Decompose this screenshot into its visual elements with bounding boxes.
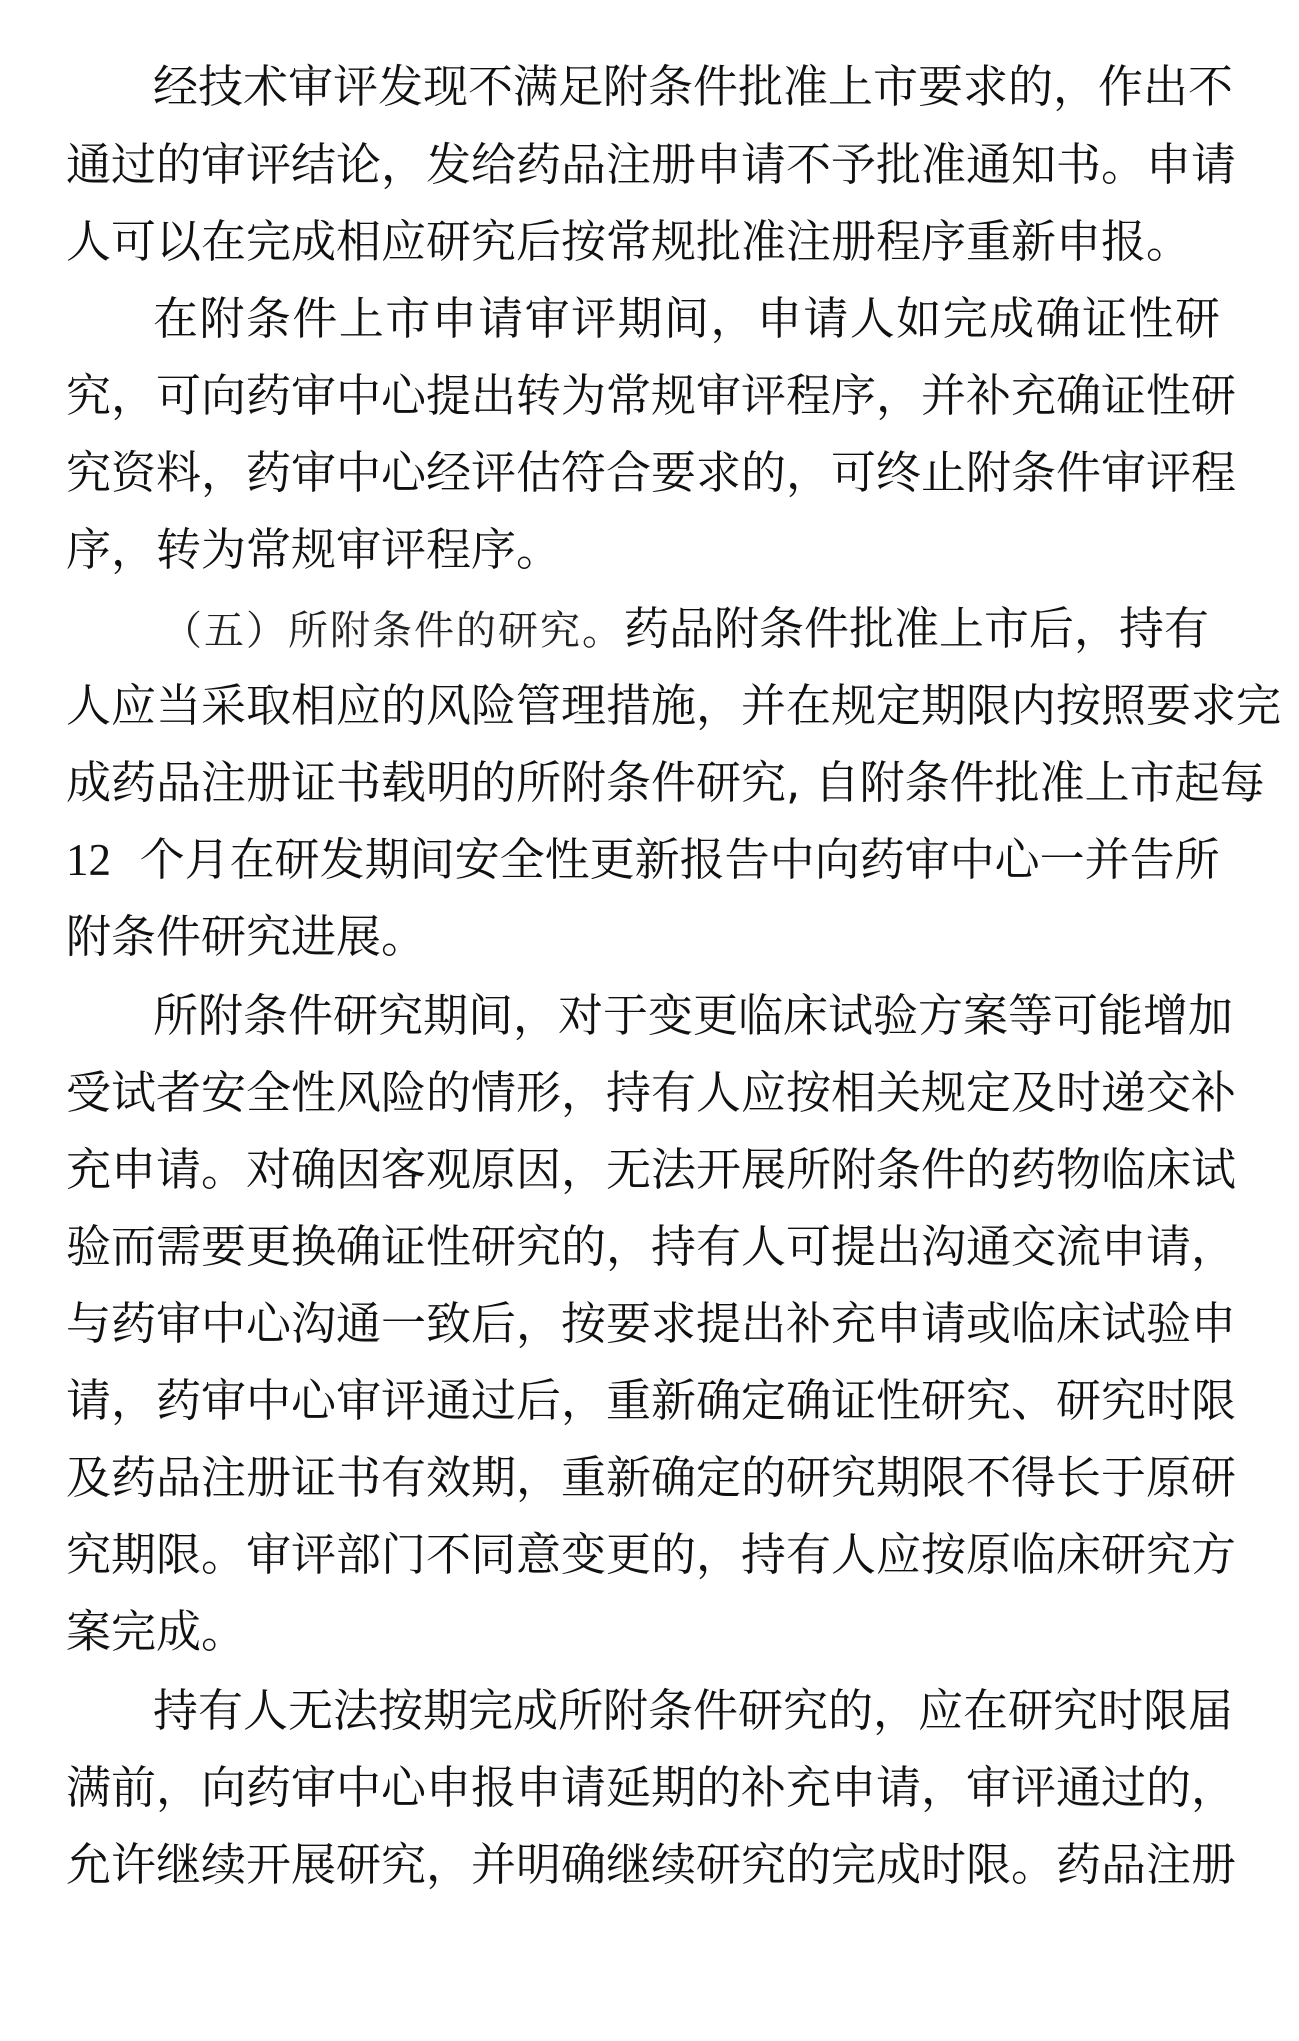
paragraph-2-line-3: 究资料，药审中心经评估符合要求的，可终止附条件审评程: [66, 446, 1237, 499]
paragraph-1-line-1: 经技术审评发现不满足附条件批准上市要求的，作出不: [153, 60, 1234, 113]
paragraph-3-line-3: 成药品注册证书载明的所附条件研究, 自附条件批准上市起每: [66, 756, 1265, 809]
paragraph-1-line-3: 人可以在完成相应研究后按常规批准注册程序重新申报。: [66, 215, 1192, 268]
paragraph-3-line-5: 附条件研究进展。: [66, 910, 427, 963]
section-heading-line: [162, 594, 1209, 664]
paragraph-5-line-2: 满前，向药审中心申报申请延期的补充申请，审评通过的，: [66, 1761, 1237, 1814]
paragraph-4-line-3: 充申请。对确因客观原因，无法开展所附条件的药物临床试: [66, 1143, 1237, 1196]
paragraph-2-line-2: 究，可向药审中心提出转为常规审评程序，并补充确证性研: [66, 369, 1237, 422]
paragraph-1-line-2: 通过的审评结论，发给药品注册申请不予批准通知书。申请: [66, 138, 1237, 191]
paragraph-5-line-3: 允许继续开展研究，并明确继续研究的完成时限。药品注册: [66, 1838, 1237, 1891]
section-heading: （五）所附条件的研究。: [162, 608, 624, 654]
section-heading-rest: 药品附条件批准上市后，持有: [624, 602, 1210, 655]
paragraph-2-line-1: 在附条件上市申请审评期间，申请人如完成确证性研: [153, 292, 1220, 345]
paragraph-4-line-8: 究期限。审评部门不同意变更的，持有人应按原临床研究方: [66, 1528, 1237, 1581]
paragraph-4-line-6: 请，药审中心审评通过后，重新确定确证性研究、研究时限: [66, 1374, 1237, 1427]
paragraph-3-line-4-text: 个月在研发期间安全性更新报告中向药审中心一并告所: [139, 833, 1220, 886]
paragraph-5-line-1: 持有人无法按期完成所附条件研究的，应在研究时限届: [153, 1684, 1234, 1737]
paragraph-4-line-7: 及药品注册证书有效期，重新确定的研究期限不得长于原研: [66, 1451, 1237, 1504]
paragraph-4-line-9: 案完成。: [66, 1605, 247, 1658]
paragraph-4-line-2: 受试者安全性风险的情形，持有人应按相关规定及时递交补: [66, 1066, 1237, 1119]
paragraph-3-line-4: [66, 825, 1220, 895]
paragraph-4-line-1: 所附条件研究期间，对于变更临床试验方案等可能增加: [153, 989, 1234, 1042]
months-number: 12: [66, 835, 111, 885]
paragraph-4-line-5: 与药审中心沟通一致后，按要求提出补充申请或临床试验申: [66, 1297, 1237, 1350]
paragraph-4-line-4: 验而需要更换确证性研究的，持有人可提出沟通交流申请，: [66, 1220, 1237, 1273]
paragraph-2-line-4: 序，转为常规审评程序。: [66, 523, 562, 576]
paragraph-3-line-2: 人应当采取相应的风险管理措施，并在规定期限内按照要求完: [66, 679, 1282, 732]
